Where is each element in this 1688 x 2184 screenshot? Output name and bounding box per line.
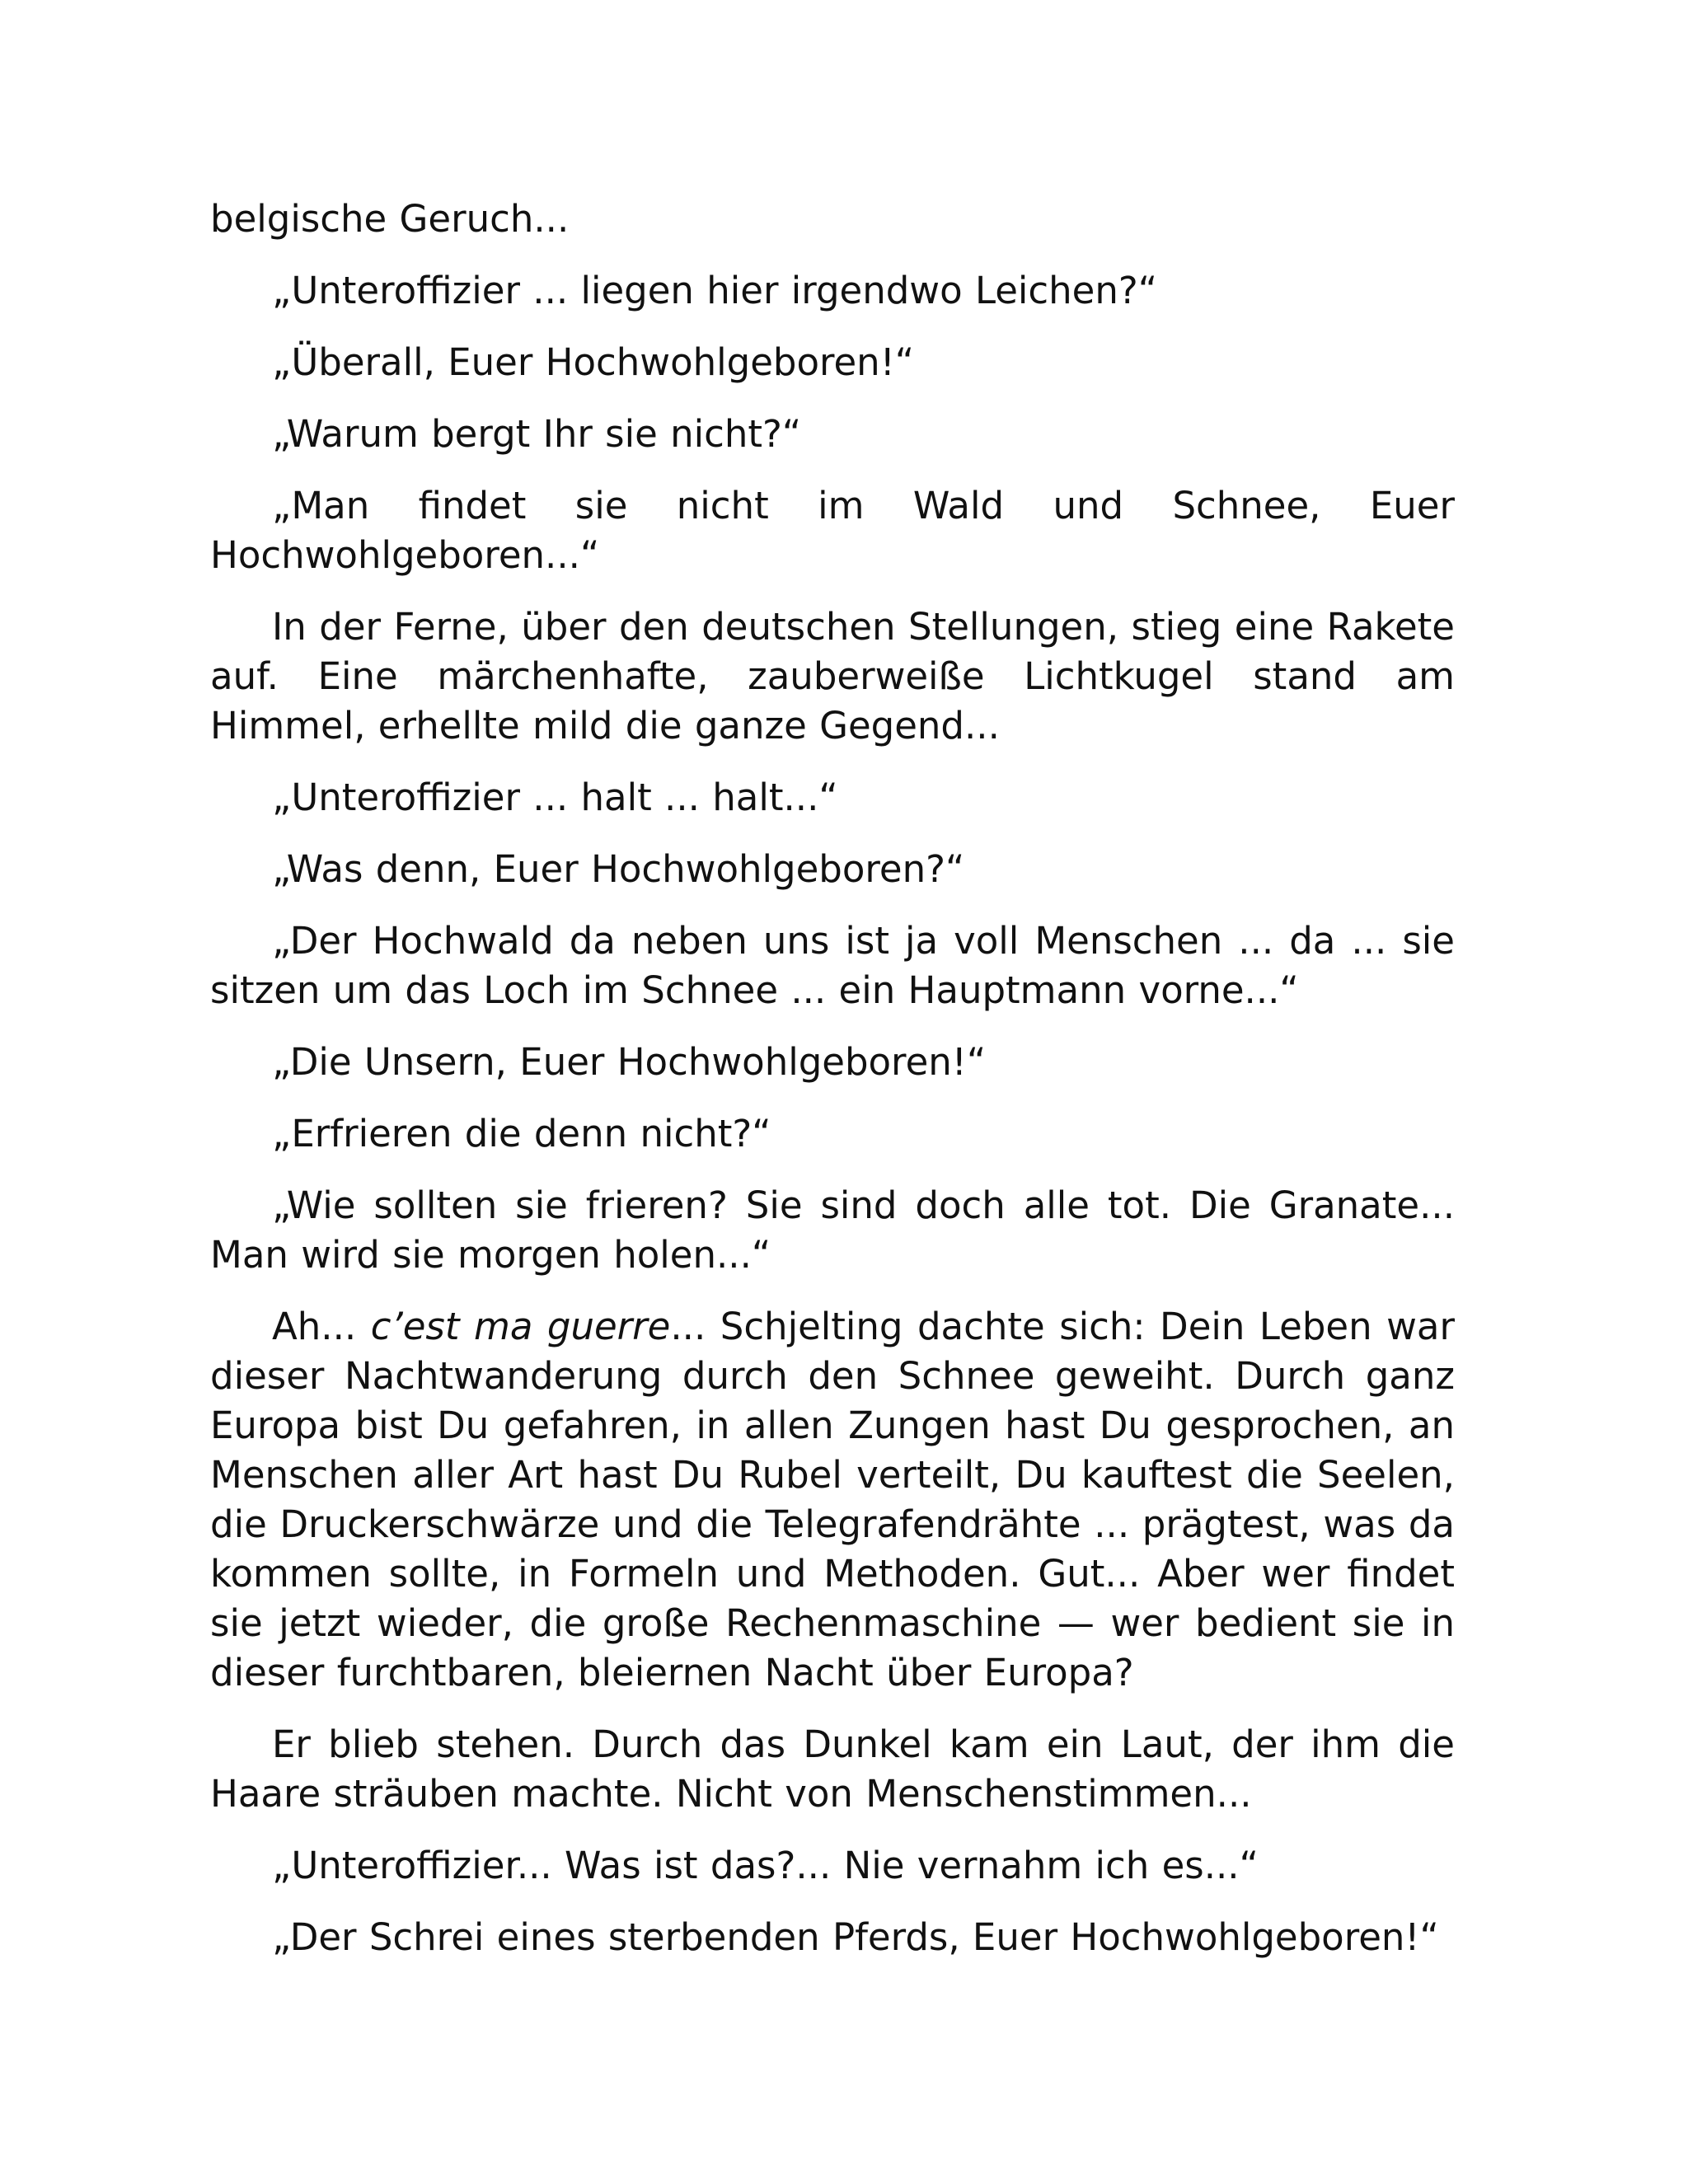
paragraph-6: In der Ferne, über den deutschen Stellungen, stieg eine Rakete auf. Eine märchenhafte, zauberweiße Lichtkugel stand am Himmel, erhellte mild die ganze Gegend...	[210, 605, 1455, 748]
paragraph-11: „Erfrieren die denn nicht?“	[272, 1112, 771, 1155]
paragraph-13-rest: ... Schjelting dachte sich: Dein Leben war dieser Nachtwanderung durch den Schnee geweiht. Durch ganz Europa bist Du gefahren, in allen Zungen hast Du gesprochen, an Menschen aller Art hast Du Rubel verteilt, Du kauftest die Seelen, die Druckerschwärze und die Telegrafendrähte ... prägtest, was da kommen sollte, in Formeln und Methoden. Gut... Aber wer findet sie jetzt wieder, die große Rechenmaschine — wer bedient sie in dieser furchtbaren, bleiernen Nacht über Europa?	[210, 1305, 1455, 1694]
paragraph-1: belgische Geruch...	[210, 197, 570, 241]
paragraph-2: „Unteroffizier ... liegen hier irgendwo Leichen?“	[272, 269, 1158, 312]
paragraph-3: „Überall, Euer Hochwohlgeboren!“	[272, 340, 915, 384]
paragraph-8: „Was denn, Euer Hochwohlgeboren?“	[272, 847, 965, 891]
paragraph-16: „Der Schrei eines sterbenden Pferds, Euer Hochwohlgeboren!“	[272, 1915, 1439, 1959]
paragraph-13	[210, 1302, 1455, 1698]
paragraph-12: „Wie sollten sie frieren? Sie sind doch alle tot. Die Granate... Man wird sie morgen holen...“	[210, 1183, 1455, 1277]
paragraph-15: „Unteroffizier... Was ist das?... Nie vernahm ich es...“	[272, 1844, 1259, 1887]
paragraph-9: „Der Hochwald da neben uns ist ja voll Menschen ... da ... sie sitzen um das Loch im Schnee ... ein Hauptmann vorne...“	[210, 919, 1455, 1012]
document-page	[210, 194, 1455, 1985]
paragraph-4: „Warum bergt Ihr sie nicht?“	[272, 412, 802, 456]
paragraph-13-lead: Ah...	[272, 1305, 371, 1348]
paragraph-5: „Man findet sie nicht im Wald und Schnee, Euer Hochwohlgeboren...“	[210, 484, 1455, 577]
paragraph-10: „Die Unsern, Euer Hochwohlgeboren!“	[272, 1040, 987, 1084]
paragraph-7: „Unteroffizier ... halt ... halt...“	[272, 776, 838, 819]
paragraph-14: Er blieb stehen. Durch das Dunkel kam ein Laut, der ihm die Haare sträuben machte. Nicht von Menschenstimmen...	[210, 1722, 1455, 1816]
paragraph-13-italic-phrase: c’est ma guerre	[370, 1305, 671, 1348]
